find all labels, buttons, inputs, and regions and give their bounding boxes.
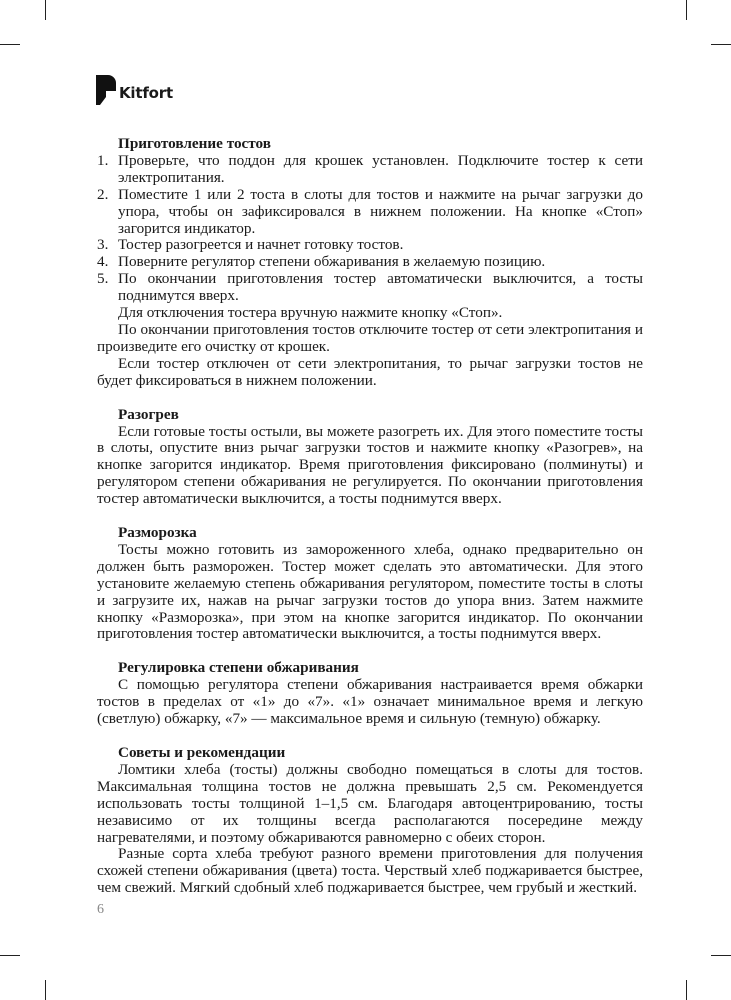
- section-title-defrost: Разморозка: [118, 524, 197, 542]
- paragraph: Тосты можно готовить из замороженного хлеба, однако предварительно он должен быть разморожен. Тостер может сделать это автоматически. Для этого установите желаемую степень обжаривания регулятором, поместите тосты в слоты и загрузите их, нажав на рычаг загрузки тостов до упора вниз. Затем нажмите кнопку «Разморозка», при этом на кнопке загорится индикатор. По окончании приготовления тостер автоматически выключится, а тосты поднимутся вверх.: [97, 540, 643, 643]
- crop-mark-top-right-h: [711, 44, 731, 45]
- section-title-tips: Советы и рекомендации: [118, 744, 286, 761]
- step-number: 4.: [97, 253, 109, 271]
- document-body: [97, 136, 643, 897]
- step-text: Тостер разогреется и начнет готовку тостов.: [118, 236, 404, 254]
- section-title-browning: Регулировка степени обжаривания: [118, 659, 359, 677]
- paragraph: Разные сорта хлеба требуют разного времени приготовления для получения схожей степени обжаривания (цвета) тоста. Черствый хлеб поджаривается быстрее, чем свежий. Мягкий сдобный хлеб поджаривается быстрее, чем грубый и жесткий.: [97, 845, 643, 897]
- crop-mark-top-right-v: [686, 0, 687, 20]
- paragraph: Если готовые тосты остыли, вы можете разогреть их. Для этого поместите тосты в слоты, опустите вниз рычаг загрузки тостов и нажмите кнопку «Разогрев», на кнопке загорится индикатор. Время приготовления фиксировано (полминуты) и регулятором степени обжаривания не регулируется. По окончании приготовления тостер автоматически выключится, а тосты поднимутся вверх.: [97, 422, 643, 508]
- section-title-toast: Приготовление тостов: [118, 135, 271, 152]
- crop-mark-bottom-left-h: [0, 955, 20, 956]
- paragraph: По окончании приготовления тостов отключите тостер от сети электропитания и произведите его очистку от крошек.: [97, 320, 643, 355]
- paragraph: С помощью регулятора степени обжаривания настраивается время обжарки тостов в пределах от «1» до «7». «1» означает минимальное время и легкую (светлую) обжарку, «7» — максимальное время и сильную (темную) обжарку.: [97, 676, 643, 728]
- brand-name: Kitfort: [119, 84, 173, 102]
- crop-mark-top-left-v: [45, 0, 46, 20]
- paragraph: Ломтики хлеба (тосты) должны свободно помещаться в слоты для тостов. Максимальная толщина тостов не должна превышать 2,5 см. Рекомендуется использовать тосты толщиной 1–1,5 см. Благодаря автоцентрированию, тосты независимо от их толщины всегда располагаются посередине между нагревателями, и поэтому обжариваются равномерно с обеих сторон.: [97, 760, 643, 846]
- section-tips: [97, 745, 643, 897]
- step-text: Поверните регулятор степени обжаривания в желаемую позицию.: [118, 253, 546, 271]
- list-item: [97, 254, 643, 271]
- list-item: [97, 271, 643, 305]
- toast-steps-list: [97, 153, 643, 305]
- crop-mark-bottom-left-v: [45, 980, 46, 1000]
- section-reheat: [97, 407, 643, 508]
- paragraph: Для отключения тостера вручную нажмите кнопку «Стоп».: [118, 304, 503, 322]
- page-number: 6: [97, 902, 104, 917]
- kitfort-logo-icon: [96, 75, 116, 105]
- step-number: 1.: [97, 151, 109, 169]
- step-text: Проверьте, что поддон для крошек установлен. Подключите тостер к сети электропитания.: [118, 151, 643, 186]
- crop-mark-bottom-right-h: [711, 955, 731, 956]
- paragraph: Если тостер отключен от сети электропитания, то рычаг загрузки тостов не будет фиксироваться в нижнем положении.: [97, 354, 643, 389]
- list-item: [97, 187, 643, 238]
- step-number: 2.: [97, 185, 109, 203]
- step-number: 3.: [97, 236, 109, 254]
- crop-mark-bottom-right-v: [686, 980, 687, 1000]
- step-number: 5.: [97, 270, 109, 288]
- crop-mark-top-left-h: [0, 44, 20, 45]
- section-browning: [97, 660, 643, 728]
- brand-logo: [96, 75, 173, 105]
- section-title-reheat: Разогрев: [118, 405, 179, 423]
- step-text: По окончании приготовления тостер автоматически выключится, а тосты поднимутся вверх.: [118, 270, 643, 305]
- list-item: [97, 237, 643, 254]
- list-item: [97, 153, 643, 187]
- section-defrost: [97, 525, 643, 643]
- step-text: Поместите 1 или 2 тоста в слоты для тостов и нажмите на рычаг загрузки до упора, чтобы он зафиксировался в нижнем положении. На кнопке «Стоп» загорится индикатор.: [118, 185, 643, 237]
